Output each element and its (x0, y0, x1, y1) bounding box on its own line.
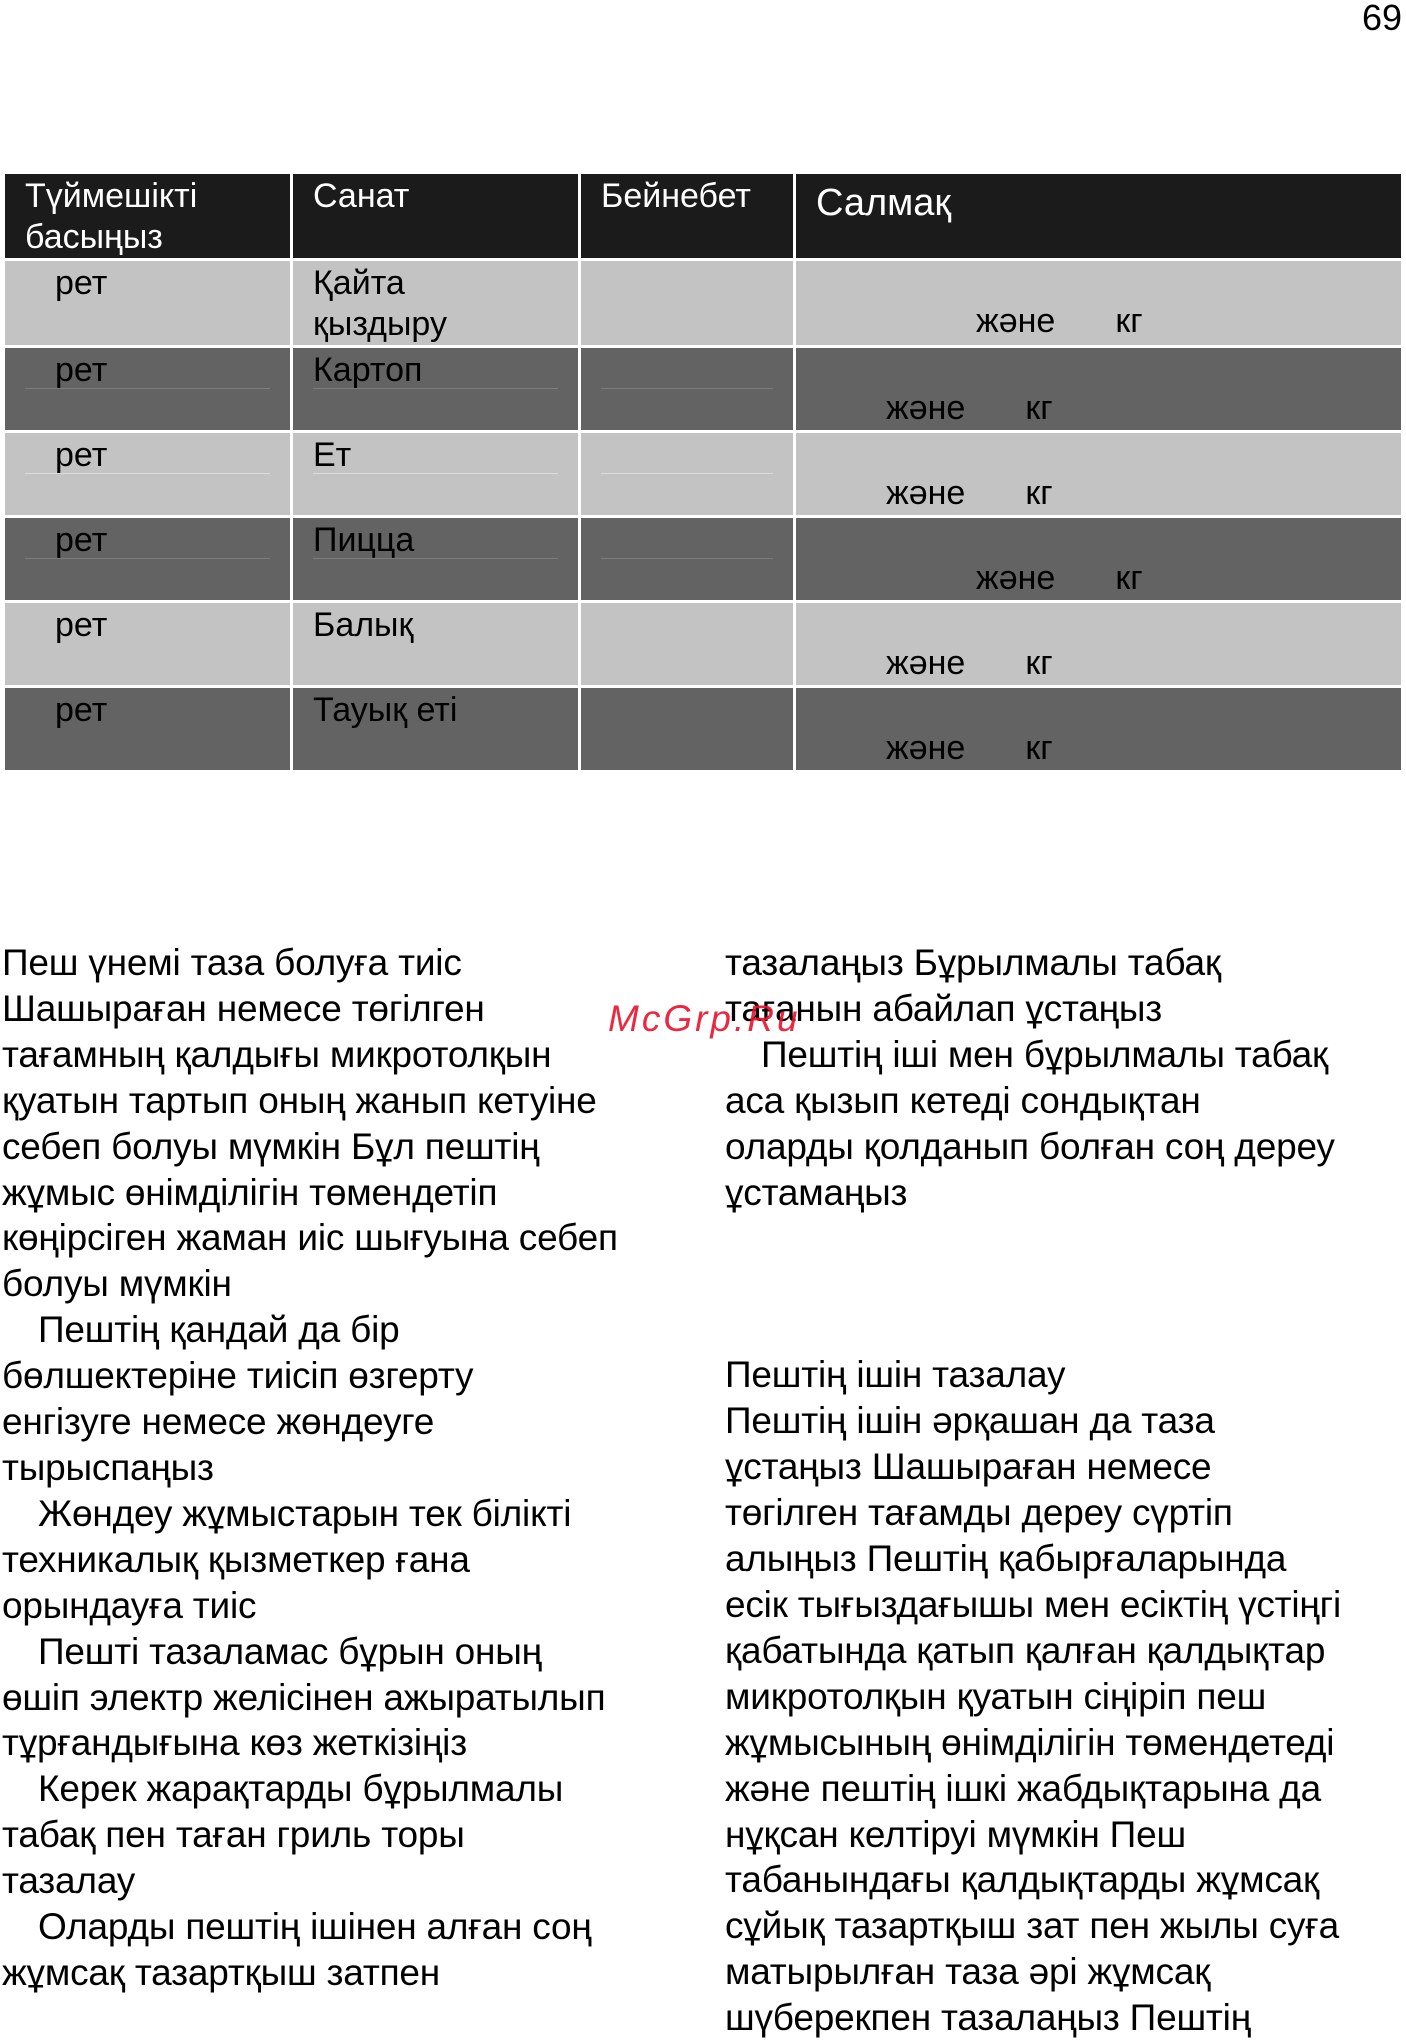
weight-unit: кг (1025, 729, 1053, 767)
text-line: және пештің ішкі жабдықтарына да (725, 1767, 1321, 1809)
text-line: бөлшектеріне тиісіп өзгерту (2, 1355, 474, 1397)
cell-weight (795, 602, 1403, 687)
cell-weight (795, 432, 1403, 517)
text-line: тырыспаңыз (2, 1446, 214, 1488)
text-line: себеп болуы мүмкін Бұл пештің (2, 1125, 540, 1167)
cell-count: рет (4, 432, 292, 517)
cell-count: рет (4, 260, 292, 347)
text-line: жұмысының өнімділігін төмендетеді (725, 1721, 1335, 1763)
weight-unit: кг (1025, 474, 1053, 512)
table-row (4, 260, 1403, 347)
cell-category: Балық (292, 602, 580, 687)
text-line: орындауға тиіс (2, 1584, 257, 1626)
text-line: шүберекпен тазалаңыз Пештің (725, 1997, 1251, 2039)
header-press-line-2: басыңыз (25, 218, 163, 256)
text-line: жұмсақ тазартқыш затпен (2, 1951, 441, 1993)
weight-and: және (976, 559, 1056, 597)
cell-weight (795, 687, 1403, 772)
text-line: өшіп электр желісінен ажыратылып (2, 1676, 606, 1718)
text-line: оларды қолданып болған соң дереу (725, 1125, 1335, 1167)
header-press-line-1: Түймешікті (25, 177, 198, 215)
text-line: тағанын абайлап ұстаңыз (725, 987, 1163, 1029)
text-line: есік тығыздағышы мен есіктің үстіңгі (725, 1583, 1341, 1625)
cell-display (580, 687, 795, 772)
weight-and: және (886, 474, 966, 512)
text-line: Пештің іші мен бұрылмалы табақ (761, 1033, 1329, 1075)
text-line: Пеш үнемі таза болуға тиіс (2, 942, 462, 983)
weight-and: және (886, 389, 966, 427)
cell-weight (795, 517, 1403, 602)
cell-count: рет (4, 347, 292, 432)
text-line: қабатында қатып қалған қалдықтар (725, 1629, 1326, 1671)
cell-display (580, 260, 795, 347)
text-line: сұйық тазартқыш зат пен жылы суға (725, 1905, 1339, 1947)
header-display: Бейнебет (580, 173, 795, 260)
section-heading: Пештің ішін тазалау (725, 1354, 1066, 1396)
table-row (4, 602, 1403, 687)
cell-category: Ет (292, 432, 580, 517)
cell-weight (795, 260, 1403, 347)
text-line: тағамның қалдығы микротолқын (2, 1033, 552, 1075)
text-line: жұмыс өнімділігін төмендетіп (2, 1171, 498, 1213)
weight-and: және (886, 729, 966, 767)
text-line: тазалаңыз Бұрылмалы табақ (725, 942, 1221, 983)
text-line: ұстамаңыз (725, 1171, 908, 1213)
text-line: табанындағы қалдықтарды жұмсақ (725, 1859, 1320, 1901)
table-row (4, 517, 1403, 602)
weight-and: және (976, 302, 1056, 340)
cell-display (580, 602, 795, 687)
right-text-column (725, 940, 1405, 2041)
column-gap (725, 1215, 1405, 1352)
text-line: аса қызып кетеді сондықтан (725, 1079, 1201, 1121)
cell-category: Пицца (292, 517, 580, 602)
page-number: 69 (1361, 0, 1402, 38)
text-line: қуатын тартып оның жанып кетуіне (2, 1079, 597, 1121)
header-category: Санат (292, 173, 580, 260)
table-row (4, 687, 1403, 772)
cell-category: Картоп (292, 347, 580, 432)
text-line: Керек жарақтарды бұрылмалы (38, 1768, 564, 1810)
text-line: көңірсіген жаман иіс шығуына себеп (2, 1217, 618, 1259)
text-line: табақ пен таған гриль торы (2, 1814, 465, 1856)
weight-unit: кг (1115, 559, 1143, 597)
text-line: матырылған таза әрі жұмсақ (725, 1951, 1211, 1993)
left-text-column (2, 940, 702, 1996)
text-line: микротолқын қуатын сіңіріп пеш (725, 1675, 1267, 1717)
weight-unit: кг (1025, 389, 1053, 427)
header-weight: Салмақ (795, 173, 1403, 260)
table-header-row (4, 173, 1403, 260)
cell-category: Тауық еті (292, 687, 580, 772)
auto-cook-table (2, 171, 1404, 773)
cell-display (580, 347, 795, 432)
weight-unit: кг (1115, 302, 1143, 340)
cell-count: рет (4, 602, 292, 687)
cell-weight (795, 347, 1403, 432)
cell-category: Қайта қыздыру (292, 260, 580, 347)
text-line: алыңыз Пештің қабырғаларында (725, 1538, 1287, 1580)
text-line: Жөндеу жұмыстарын тек білікті (38, 1492, 572, 1534)
text-line: Оларды пештің ішінен алған соң (38, 1906, 592, 1948)
watermark: McGrp.Ru (608, 998, 801, 1039)
text-line: Пешті тазаламас бұрын оның (38, 1630, 542, 1672)
text-line: техникалық қызметкер ғана (2, 1538, 470, 1580)
text-line: ұстаңыз Шашыраған немесе (725, 1446, 1212, 1488)
cell-count: рет (4, 517, 292, 602)
text-line: нұқсан келтіруі мүмкін Пеш (725, 1813, 1186, 1855)
text-line: тазалау (2, 1860, 136, 1902)
text-line: Шашыраған немесе төгілген (2, 987, 485, 1029)
cell-display (580, 517, 795, 602)
text-line: Пештің қандай да бір (38, 1309, 400, 1351)
weight-unit: кг (1025, 644, 1053, 682)
text-line: төгілген тағамды дереу сүртіп (725, 1492, 1233, 1534)
text-line: тұрғандығына көз жеткізіңіз (2, 1722, 467, 1764)
table-row (4, 432, 1403, 517)
weight-and: және (886, 644, 966, 682)
header-press (4, 173, 292, 260)
text-line: Пештің ішін әрқашан да таза (725, 1400, 1215, 1442)
table-row (4, 347, 1403, 432)
text-line: енгізуге немесе жөндеуге (2, 1401, 435, 1443)
cell-count: рет (4, 687, 292, 772)
text-line: болуы мүмкін (2, 1263, 232, 1305)
cell-display (580, 432, 795, 517)
